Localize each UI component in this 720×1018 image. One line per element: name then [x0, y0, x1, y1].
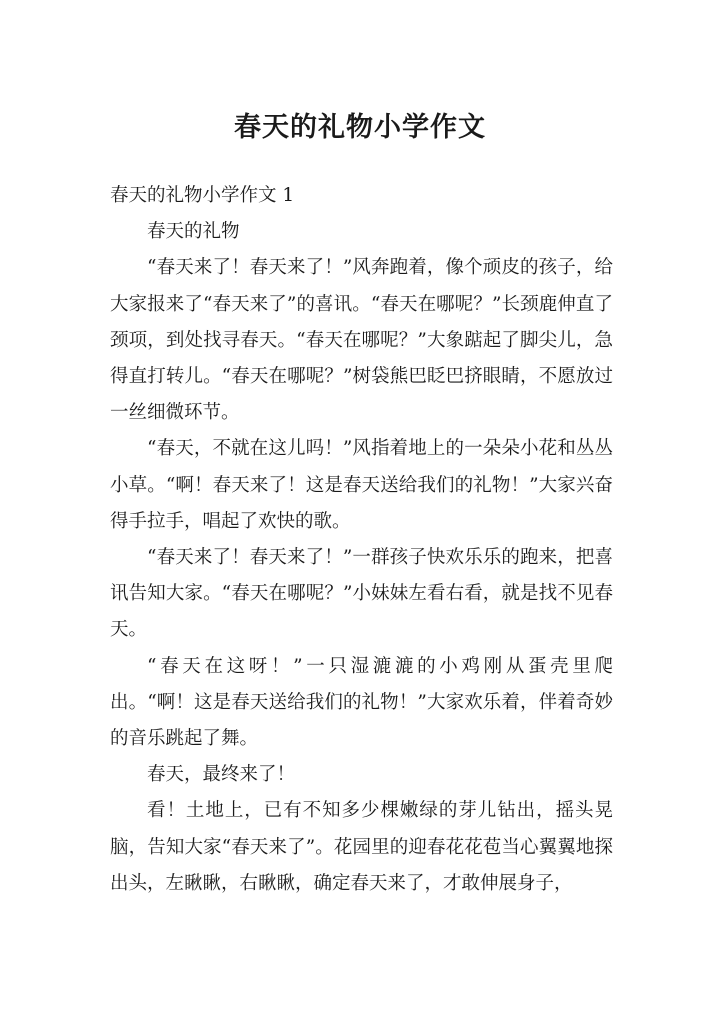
paragraph: “春天在这呀！”一只湿漉漉的小鸡刚从蛋壳里爬出。“啊！这是春天送给我们的礼物！”大家欢乐着，伴着奇妙的音乐跳起了舞。: [110, 655, 613, 750]
paragraph: 看！土地上，已有不知多少棵嫩绿的芽儿钻出，摇头晃脑，告知大家“春天来了”。花园里的迎春花花苞当心翼翼地探出头，左瞅瞅，右瞅瞅，确定春天来了，才敢伸展身子，: [110, 800, 613, 894]
paragraph: “春天，不就在这儿吗！”风指着地上的一朵朵小花和丛丛小草。“啊！春天来了！这是春天送给我们的礼物！”大家兴奋得手拉手，唱起了欢快的歌。: [110, 438, 613, 532]
document-title: 春天的礼物小学作文: [234, 112, 486, 143]
paragraph: 春天，最终来了！: [147, 764, 296, 786]
section-heading: 春天的礼物小学作文 1: [110, 185, 295, 206]
document-body: [110, 178, 613, 902]
paragraph: “春天来了！春天来了！”一群孩子快欢乐乐的跑来，把喜讯告知大家。“春天在哪呢？”小妹妹左看右看，就是找不见春天。: [110, 547, 613, 641]
essay-title: 春天的礼物: [147, 221, 240, 243]
paragraph: “春天来了！春天来了！”风奔跑着，像个顽皮的孩子，给大家报来了“春天来了”的喜讯。“春天在哪呢？”长颈鹿伸直了颈项，到处找寻春天。“春天在哪呢？”大象踮起了脚尖儿，急得直打转儿。“春天在哪呢？”树袋熊巴眨巴挤眼睛，不愿放过一丝细微环节。: [110, 257, 613, 424]
